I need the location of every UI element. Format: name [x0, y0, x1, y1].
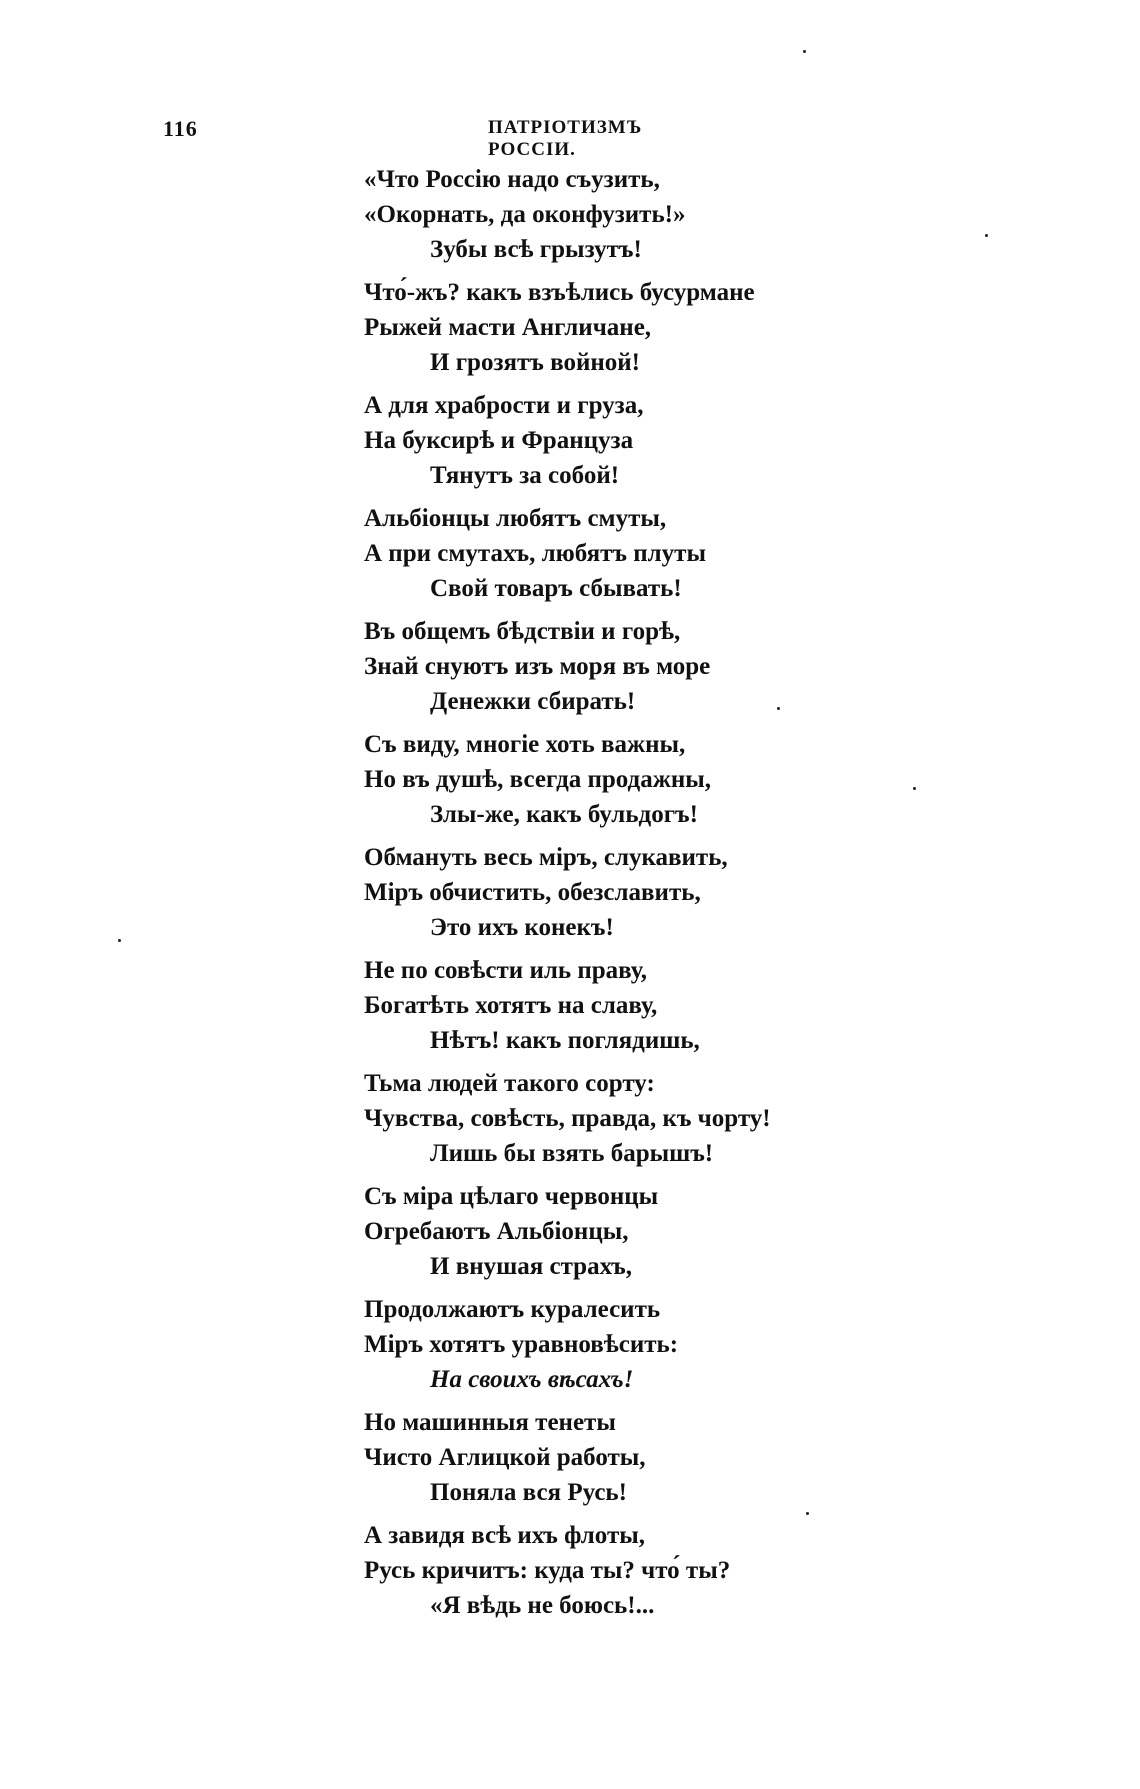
poem-line: А для храбрости и груза, [364, 392, 644, 419]
stanza [364, 953, 924, 1058]
stanza [364, 1405, 924, 1510]
poem-line: И грозятъ войной! [430, 349, 640, 376]
stanza [364, 727, 924, 832]
poem-line: «Я вѣдь не боюсь!... [430, 1592, 655, 1619]
poem [364, 162, 924, 1631]
poem-line: Это ихъ конекъ! [430, 914, 614, 941]
poem-line: Богатѣть хотятъ на славу, [364, 992, 658, 1019]
poem-line: Огребаютъ Альбіонцы, [364, 1218, 629, 1245]
poem-line: Съ виду, многіе хоть важны, [364, 731, 686, 758]
stanza [364, 275, 924, 380]
stanza [364, 501, 924, 606]
print-speck [806, 1512, 809, 1515]
poem-line: И внушая страхъ, [430, 1253, 632, 1280]
poem-line: А завидя всѣ ихъ флоты, [364, 1522, 646, 1549]
poem-line: Тьма людей такого сорту: [364, 1070, 655, 1097]
stanza [364, 1518, 924, 1623]
poem-line: Альбіонцы любятъ смуты, [364, 505, 667, 532]
poem-line: А при смутахъ, любятъ плуты [364, 540, 706, 567]
poem-line: Но машинныя тенеты [364, 1409, 616, 1436]
poem-line: Продолжаютъ куралесить [364, 1296, 661, 1323]
running-head: ПАТРІОТИЗМЪ РОССІИ. [488, 117, 643, 160]
print-speck [985, 234, 988, 237]
poem-line: Но въ душѣ, всегда продажны, [364, 766, 711, 793]
stanza [364, 840, 924, 945]
poem-line: Нѣтъ! какъ поглядишь, [430, 1027, 700, 1054]
poem-line: Знай снуютъ изъ моря въ море [364, 653, 711, 680]
poem-line: Денежки сбирать! [430, 688, 636, 715]
page-header [163, 116, 723, 160]
print-speck [803, 50, 806, 53]
poem-line: Чувства, совѣсть, правда, къ чорту! [364, 1105, 771, 1132]
poem-line: Съ міра цѣлаго червонцы [364, 1183, 659, 1210]
poem-line: «Что Россію надо съузить, [364, 166, 660, 193]
print-speck [118, 939, 121, 942]
stanza [364, 614, 924, 719]
poem-line-italic: На своихъ вѣсахъ! [430, 1366, 634, 1393]
stanza [364, 1179, 924, 1284]
stanza [364, 1066, 924, 1171]
poem-line: Тянутъ за собой! [430, 462, 620, 489]
poem-line: На буксирѣ и Француза [364, 427, 634, 454]
poem-line: Что́-жъ? какъ взъѣлись бусурмане [364, 279, 755, 306]
poem-line: Свой товаръ сбывать! [430, 575, 682, 602]
poem-line: Рыжей масти Англичане, [364, 314, 652, 341]
print-speck [777, 707, 780, 710]
poem-line: Чисто Аглицкой работы, [364, 1444, 646, 1471]
poem-line: Обмануть весь міръ, слукавить, [364, 844, 728, 871]
poem-line: Русь кричитъ: куда ты? что́ ты? [364, 1557, 731, 1584]
poem-line: «Окорнать, да оконфузить!» [364, 201, 686, 228]
poem-line: Не по совѣсти иль праву, [364, 957, 648, 984]
poem-line: Лишь бы взять барышъ! [430, 1140, 714, 1167]
stanza [364, 1292, 924, 1397]
poem-line: Злы-же, какъ бульдогъ! [430, 801, 698, 828]
poem-line: Міръ обчистить, обезславить, [364, 879, 701, 906]
stanza [364, 162, 924, 267]
page-number: 116 [163, 116, 198, 141]
poem-line: Зубы всѣ грызутъ! [430, 236, 642, 263]
stanza [364, 388, 924, 493]
poem-line: Въ общемъ бѣдствіи и горѣ, [364, 618, 681, 645]
print-speck [913, 787, 916, 790]
poem-line: Міръ хотятъ уравновѣсить: [364, 1331, 679, 1358]
poem-line: Поняла вся Русь! [430, 1479, 627, 1506]
